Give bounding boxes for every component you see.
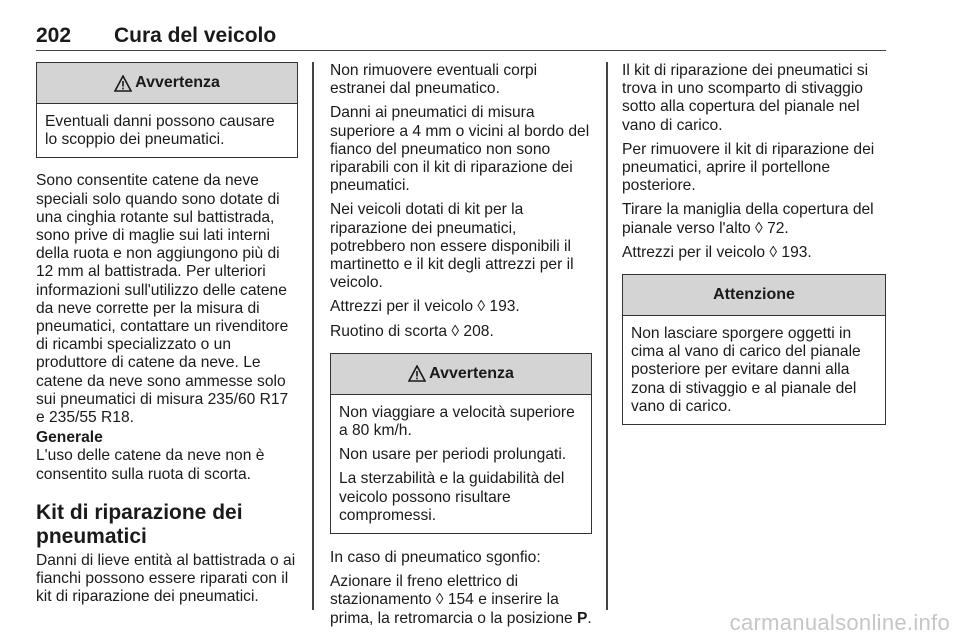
remove-kit-paragraph: Per rimuovere il kit di riparazione dei pneumatici, aprire il portellone posteriore. xyxy=(622,140,875,195)
parking-brake-paragraph: Azionare il freno elettrico di stazionamento ◊ 154 e inserire la prima, la retromarcia o la posizione P. xyxy=(330,573,592,627)
warning-icon xyxy=(114,75,132,92)
pull-handle-paragraph: Tirare la maniglia della copertura del pianale verso l'alto ◊ 72. xyxy=(622,201,874,237)
attention-text: Non lasciare sporgere oggetti in cima al vano di carico del pianale posteriore per evitare danni alla zona di stivaggio e al pianale del vano di carico. xyxy=(631,325,861,415)
repair-kit-intro-paragraph: Danni di lieve entità al battistrada o ai fianchi possono essere riparati con il kit di riparazione dei pneumatici. xyxy=(36,551,296,606)
warning-heading-text: Avvertenza xyxy=(429,364,514,382)
column-divider xyxy=(312,62,314,610)
warning-box xyxy=(330,353,592,534)
page-header xyxy=(36,20,886,51)
jack-availability-paragraph: Nei veicoli dotati di kit per la riparazione dei pneumatici, potrebbero non essere disponibili il martinetto e il kit degli attrezzi per il veicolo. xyxy=(330,201,574,292)
damage-limit-paragraph: Danni ai pneumatici di misura superiore a 4 mm o vicini al bordo del fianco del pneumatico non sono riparabili con il kit di riparazione dei pneumatici. xyxy=(330,104,590,195)
section-title: Kit di riparazione dei pneumatici xyxy=(36,500,243,548)
warning-speed-text: Non viaggiare a velocità superiore a 80 km/h. xyxy=(339,403,575,440)
kit-location-paragraph: Il kit di riparazione dei pneumatici si trova in uno scomparto di stivaggio sotto alla copertura del pianale nel vano di carico. xyxy=(622,62,869,134)
cross-reference-icon: ◊ xyxy=(435,591,444,609)
warning-box-heading xyxy=(37,63,297,104)
column-3 xyxy=(622,62,886,425)
attention-box-heading: Attenzione xyxy=(623,275,885,316)
column-divider xyxy=(606,62,608,610)
reference-tools: Attrezzi per il veicolo ◊ 193. xyxy=(330,298,520,316)
warning-handling-text: La sterzabilità e la guidabilità del veicolo possono risultare compromessi. xyxy=(339,470,565,524)
page-number: 202 xyxy=(36,24,72,47)
cross-reference-icon: ◊ xyxy=(451,322,460,340)
column-2 xyxy=(330,62,592,628)
spare-wheel-chains-paragraph: L'uso delle catene da neve non è consentito sulla ruota di scorta. xyxy=(36,447,265,483)
subheading-generale: Generale xyxy=(36,429,103,447)
page-title: Cura del veicolo xyxy=(114,24,277,47)
flat-tyre-paragraph: In caso di pneumatico sgonfio: xyxy=(330,549,541,567)
warning-duration-text: Non usare per periodi prolungati. xyxy=(339,446,567,464)
reference-tools: Attrezzi per il veicolo ◊ 193. xyxy=(622,243,812,261)
warning-heading-text: Avvertenza xyxy=(135,73,220,91)
warning-text: Eventuali danni possono causare lo scoppio dei pneumatici. xyxy=(45,113,275,149)
attention-box xyxy=(622,274,886,425)
warning-box xyxy=(36,62,298,158)
cross-reference-icon: ◊ xyxy=(755,219,763,237)
warning-icon xyxy=(408,365,426,382)
cross-reference-icon: ◊ xyxy=(769,243,778,261)
column-1 xyxy=(36,62,298,606)
foreign-objects-paragraph: Non rimuovere eventuali corpi estranei dal pneumatico. xyxy=(330,62,538,98)
reference-spare-wheel: Ruotino di scorta ◊ 208. xyxy=(330,322,494,340)
cross-reference-icon: ◊ xyxy=(477,298,486,316)
snow-chains-paragraph: Sono consentite catene da neve speciali solo quando sono dotate di una cinghia rotante sul battistrada, sono prive di maglie sui lati interni della ruota e non aggiungono più di 12 mm al battistrada. Per ulteriori informazioni sull'utilizzo delle catene da neve corrette per la misura di pneumatici, contattare un rivenditore di ricambi specializzato o un produttore di catene da neve. Le catene da neve sono ammesse solo sui pneumatici di misura 235/60 R17 e 235/55 R18. xyxy=(36,172,289,427)
warning-box-heading xyxy=(331,354,591,395)
watermark: carmanualsonline.info xyxy=(729,610,950,635)
